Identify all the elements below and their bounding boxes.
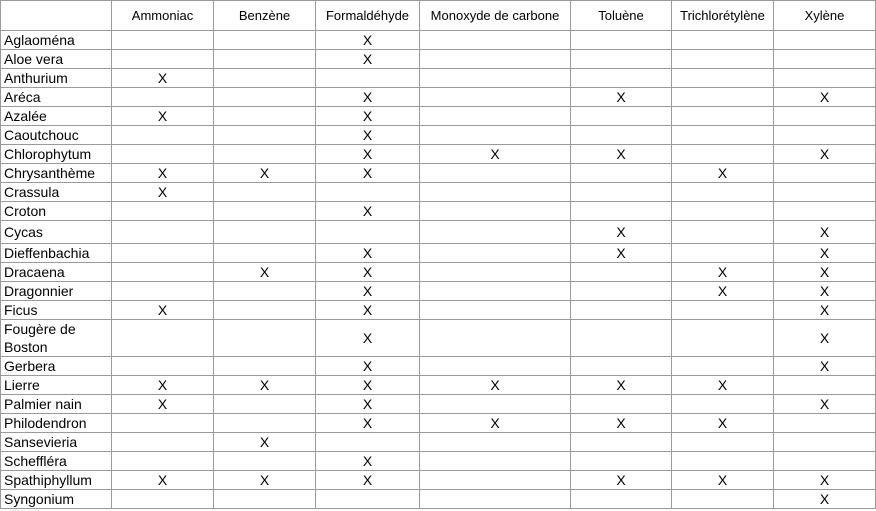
- mark-cell: [774, 31, 876, 50]
- mark-cell: [571, 282, 672, 301]
- plant-name-cell: Fougère de Boston: [1, 320, 112, 357]
- mark-cell: [316, 301, 420, 320]
- mark-cell: [420, 376, 571, 395]
- mark-cell: [672, 357, 774, 376]
- check-mark: X: [362, 282, 373, 299]
- mark-cell: [420, 107, 571, 126]
- check-mark: X: [616, 244, 626, 261]
- mark-cell: [214, 164, 316, 183]
- check-mark: X: [259, 164, 270, 181]
- table-row: [1, 395, 876, 414]
- header-row: [1, 1, 876, 31]
- check-mark: X: [616, 223, 626, 240]
- table-row: [1, 221, 876, 244]
- mark-cell: [571, 88, 672, 107]
- column-header: Formaldéhyde: [316, 1, 420, 31]
- plant-name-cell: Cycas: [1, 221, 112, 244]
- plant-name-cell: Dieffenbachia: [1, 244, 112, 263]
- table-row: [1, 452, 876, 471]
- mark-cell: [112, 452, 214, 471]
- mark-cell: [112, 433, 214, 452]
- mark-cell: [774, 263, 876, 282]
- column-header: Xylène: [774, 1, 876, 31]
- check-mark: X: [362, 452, 373, 469]
- column-header: Trichlorétylène: [672, 1, 774, 31]
- check-mark: X: [362, 263, 373, 280]
- check-mark: X: [819, 357, 830, 374]
- mark-cell: [571, 202, 672, 221]
- mark-cell: [316, 50, 420, 69]
- plant-name-cell: Scheffléra: [1, 452, 112, 471]
- mark-cell: [420, 31, 571, 50]
- mark-cell: [316, 244, 420, 263]
- mark-cell: [214, 301, 316, 320]
- mark-cell: [420, 145, 571, 164]
- table-row: [1, 376, 876, 395]
- mark-cell: [316, 320, 420, 357]
- mark-cell: [774, 471, 876, 490]
- check-mark: X: [362, 50, 373, 67]
- mark-cell: [112, 126, 214, 145]
- check-mark: X: [717, 164, 728, 181]
- mark-cell: [672, 126, 774, 145]
- mark-cell: [774, 145, 876, 164]
- check-mark: X: [259, 471, 270, 488]
- check-mark: X: [616, 376, 626, 393]
- mark-cell: [112, 376, 214, 395]
- mark-cell: [420, 490, 571, 509]
- mark-cell: [774, 126, 876, 145]
- mark-cell: [420, 50, 571, 69]
- plant-name-cell: Anthurium: [1, 69, 112, 88]
- mark-cell: [316, 357, 420, 376]
- mark-cell: [672, 282, 774, 301]
- mark-cell: [420, 301, 571, 320]
- check-mark: X: [819, 145, 830, 162]
- mark-cell: [774, 320, 876, 357]
- mark-cell: [774, 69, 876, 88]
- mark-cell: [214, 414, 316, 433]
- plant-name-cell: Dragonnier: [1, 282, 112, 301]
- mark-cell: [214, 357, 316, 376]
- table-row: [1, 164, 876, 183]
- check-mark: X: [362, 107, 373, 124]
- plant-name-cell: Dracaena: [1, 263, 112, 282]
- check-mark: X: [819, 223, 830, 240]
- mark-cell: [672, 221, 774, 244]
- mark-cell: [571, 452, 672, 471]
- mark-cell: [214, 433, 316, 452]
- mark-cell: [571, 357, 672, 376]
- mark-cell: [774, 221, 876, 244]
- column-header: Benzène: [214, 1, 316, 31]
- mark-cell: [672, 301, 774, 320]
- mark-cell: [774, 452, 876, 471]
- plant-name-cell: Palmier nain: [1, 395, 112, 414]
- mark-cell: [774, 301, 876, 320]
- mark-cell: [214, 263, 316, 282]
- mark-cell: [316, 183, 420, 202]
- check-mark: X: [362, 395, 373, 412]
- mark-cell: [571, 320, 672, 357]
- check-mark: X: [717, 376, 728, 393]
- table-row: [1, 145, 876, 164]
- check-mark: X: [362, 31, 373, 48]
- mark-cell: [112, 395, 214, 414]
- check-mark: X: [362, 164, 373, 181]
- mark-cell: [316, 107, 420, 126]
- plant-name-cell: Chrysanthème: [1, 164, 112, 183]
- mark-cell: [672, 320, 774, 357]
- mark-cell: [420, 452, 571, 471]
- table-row: [1, 414, 876, 433]
- check-mark: X: [717, 263, 728, 280]
- table-row: [1, 50, 876, 69]
- mark-cell: [672, 395, 774, 414]
- mark-cell: [420, 183, 571, 202]
- mark-cell: [774, 183, 876, 202]
- check-mark: X: [490, 414, 500, 431]
- check-mark: X: [717, 471, 728, 488]
- column-header: Ammoniac: [112, 1, 214, 31]
- table-row: [1, 490, 876, 509]
- mark-cell: [571, 471, 672, 490]
- check-mark: X: [362, 357, 373, 374]
- check-mark: X: [157, 69, 168, 86]
- table-row: [1, 357, 876, 376]
- mark-cell: [316, 471, 420, 490]
- mark-cell: [774, 107, 876, 126]
- table-row: [1, 244, 876, 263]
- mark-cell: [214, 376, 316, 395]
- plant-name-cell: Lierre: [1, 376, 112, 395]
- mark-cell: [571, 433, 672, 452]
- mark-cell: [420, 69, 571, 88]
- mark-cell: [316, 414, 420, 433]
- mark-cell: [672, 107, 774, 126]
- mark-cell: [571, 263, 672, 282]
- mark-cell: [420, 221, 571, 244]
- mark-cell: [420, 88, 571, 107]
- table-row: [1, 471, 876, 490]
- table-row: [1, 320, 876, 357]
- plant-name-cell: Chlorophytum: [1, 145, 112, 164]
- check-mark: X: [362, 471, 373, 488]
- mark-cell: [571, 50, 672, 69]
- mark-cell: [316, 490, 420, 509]
- mark-cell: [672, 202, 774, 221]
- table-row: [1, 126, 876, 145]
- table-row: [1, 202, 876, 221]
- mark-cell: [316, 69, 420, 88]
- plant-name-cell: Caoutchouc: [1, 126, 112, 145]
- column-header: Monoxyde de carbone: [420, 1, 571, 31]
- mark-cell: [214, 31, 316, 50]
- check-mark: X: [819, 471, 830, 488]
- mark-cell: [672, 490, 774, 509]
- mark-cell: [774, 50, 876, 69]
- mark-cell: [112, 490, 214, 509]
- mark-cell: [672, 164, 774, 183]
- check-mark: X: [616, 145, 626, 162]
- mark-cell: [420, 471, 571, 490]
- mark-cell: [316, 126, 420, 145]
- mark-cell: [214, 320, 316, 357]
- mark-cell: [420, 202, 571, 221]
- mark-cell: [214, 244, 316, 263]
- mark-cell: [672, 376, 774, 395]
- mark-cell: [112, 471, 214, 490]
- mark-cell: [420, 395, 571, 414]
- mark-cell: [112, 88, 214, 107]
- mark-cell: [672, 471, 774, 490]
- mark-cell: [672, 50, 774, 69]
- mark-cell: [571, 376, 672, 395]
- mark-cell: [112, 69, 214, 88]
- table-row: [1, 263, 876, 282]
- mark-cell: [112, 50, 214, 69]
- plant-name-cell: Croton: [1, 202, 112, 221]
- mark-cell: [316, 31, 420, 50]
- check-mark: X: [490, 145, 500, 162]
- mark-cell: [571, 164, 672, 183]
- mark-cell: [112, 183, 214, 202]
- check-mark: X: [259, 263, 270, 280]
- mark-cell: [571, 107, 672, 126]
- mark-cell: [214, 221, 316, 244]
- mark-cell: [672, 414, 774, 433]
- mark-cell: [672, 31, 774, 50]
- mark-cell: [112, 164, 214, 183]
- check-mark: X: [157, 395, 168, 412]
- mark-cell: [316, 433, 420, 452]
- check-mark: X: [819, 282, 830, 299]
- mark-cell: [672, 183, 774, 202]
- mark-cell: [774, 88, 876, 107]
- mark-cell: [214, 183, 316, 202]
- mark-cell: [316, 221, 420, 244]
- plant-name-cell: Aglaoména: [1, 31, 112, 50]
- mark-cell: [571, 244, 672, 263]
- check-mark: X: [819, 329, 830, 346]
- table-row: [1, 183, 876, 202]
- check-mark: X: [157, 107, 168, 124]
- mark-cell: [214, 490, 316, 509]
- mark-cell: [112, 221, 214, 244]
- mark-cell: [112, 414, 214, 433]
- mark-cell: [774, 433, 876, 452]
- check-mark: X: [490, 376, 500, 393]
- mark-cell: [672, 244, 774, 263]
- mark-cell: [112, 202, 214, 221]
- mark-cell: [214, 282, 316, 301]
- mark-cell: [316, 395, 420, 414]
- plant-name-cell: Aloe vera: [1, 50, 112, 69]
- mark-cell: [214, 452, 316, 471]
- check-mark: X: [157, 471, 168, 488]
- mark-cell: [420, 320, 571, 357]
- mark-cell: [316, 88, 420, 107]
- check-mark: X: [259, 433, 270, 450]
- mark-cell: [774, 282, 876, 301]
- mark-cell: [571, 221, 672, 244]
- mark-cell: [112, 282, 214, 301]
- mark-cell: [214, 126, 316, 145]
- mark-cell: [774, 414, 876, 433]
- check-mark: X: [819, 301, 830, 318]
- table-row: [1, 69, 876, 88]
- mark-cell: [112, 145, 214, 164]
- mark-cell: [571, 395, 672, 414]
- mark-cell: [672, 433, 774, 452]
- mark-cell: [420, 433, 571, 452]
- check-mark: X: [717, 282, 728, 299]
- check-mark: X: [819, 490, 830, 507]
- mark-cell: [214, 107, 316, 126]
- mark-cell: [112, 244, 214, 263]
- check-mark: X: [362, 88, 373, 105]
- check-mark: X: [362, 244, 373, 261]
- check-mark: X: [362, 301, 373, 318]
- plant-name-cell: Crassula: [1, 183, 112, 202]
- mark-cell: [316, 452, 420, 471]
- mark-cell: [672, 452, 774, 471]
- plant-name-cell: Sansevieria: [1, 433, 112, 452]
- mark-cell: [672, 263, 774, 282]
- mark-cell: [571, 31, 672, 50]
- check-mark: X: [362, 329, 373, 346]
- mark-cell: [214, 395, 316, 414]
- mark-cell: [672, 88, 774, 107]
- check-mark: X: [819, 244, 830, 261]
- check-mark: X: [616, 88, 626, 105]
- mark-cell: [774, 490, 876, 509]
- mark-cell: [214, 145, 316, 164]
- mark-cell: [672, 69, 774, 88]
- mark-cell: [571, 301, 672, 320]
- mark-cell: [214, 88, 316, 107]
- mark-cell: [420, 357, 571, 376]
- mark-cell: [672, 145, 774, 164]
- check-mark: X: [362, 376, 373, 393]
- mark-cell: [774, 376, 876, 395]
- plant-name-cell: Aréca: [1, 88, 112, 107]
- mark-cell: [571, 490, 672, 509]
- mark-cell: [571, 69, 672, 88]
- corner-cell: [1, 1, 112, 31]
- check-mark: X: [362, 202, 373, 219]
- table-row: [1, 301, 876, 320]
- check-mark: X: [157, 183, 168, 200]
- mark-cell: [112, 107, 214, 126]
- check-mark: X: [362, 414, 373, 431]
- table-row: [1, 107, 876, 126]
- mark-cell: [774, 357, 876, 376]
- mark-cell: [112, 301, 214, 320]
- mark-cell: [420, 244, 571, 263]
- plant-name-cell: Philodendron: [1, 414, 112, 433]
- mark-cell: [571, 126, 672, 145]
- mark-cell: [571, 145, 672, 164]
- plant-name-cell: Syngonium: [1, 490, 112, 509]
- table-row: [1, 31, 876, 50]
- mark-cell: [316, 202, 420, 221]
- mark-cell: [774, 244, 876, 263]
- check-mark: X: [717, 414, 728, 431]
- check-mark: X: [259, 376, 270, 393]
- mark-cell: [420, 282, 571, 301]
- mark-cell: [774, 164, 876, 183]
- mark-cell: [571, 414, 672, 433]
- plant-name-cell: Spathiphyllum: [1, 471, 112, 490]
- mark-cell: [214, 471, 316, 490]
- mark-cell: [112, 263, 214, 282]
- table-body: [1, 31, 876, 509]
- mark-cell: [774, 395, 876, 414]
- mark-cell: [420, 263, 571, 282]
- check-mark: X: [157, 376, 168, 393]
- mark-cell: [420, 126, 571, 145]
- mark-cell: [316, 145, 420, 164]
- check-mark: X: [819, 88, 830, 105]
- check-mark: X: [616, 471, 626, 488]
- table-row: [1, 282, 876, 301]
- mark-cell: [774, 202, 876, 221]
- check-mark: X: [362, 126, 373, 143]
- mark-cell: [316, 282, 420, 301]
- plant-name-cell: Ficus: [1, 301, 112, 320]
- mark-cell: [214, 202, 316, 221]
- mark-cell: [112, 320, 214, 357]
- mark-cell: [316, 164, 420, 183]
- table-row: [1, 88, 876, 107]
- mark-cell: [316, 376, 420, 395]
- mark-cell: [214, 69, 316, 88]
- mark-cell: [112, 31, 214, 50]
- mark-cell: [420, 414, 571, 433]
- check-mark: X: [157, 164, 168, 181]
- table-row: [1, 433, 876, 452]
- mark-cell: [112, 357, 214, 376]
- mark-cell: [316, 263, 420, 282]
- column-header: Toluène: [571, 1, 672, 31]
- check-mark: X: [157, 301, 168, 318]
- check-mark: X: [616, 414, 626, 431]
- check-mark: X: [819, 263, 830, 280]
- check-mark: X: [362, 145, 373, 162]
- plant-name-cell: Azalée: [1, 107, 112, 126]
- mark-cell: [420, 164, 571, 183]
- mark-cell: [214, 50, 316, 69]
- mark-cell: [571, 183, 672, 202]
- plant-name-cell: Gerbera: [1, 357, 112, 376]
- check-mark: X: [819, 395, 830, 412]
